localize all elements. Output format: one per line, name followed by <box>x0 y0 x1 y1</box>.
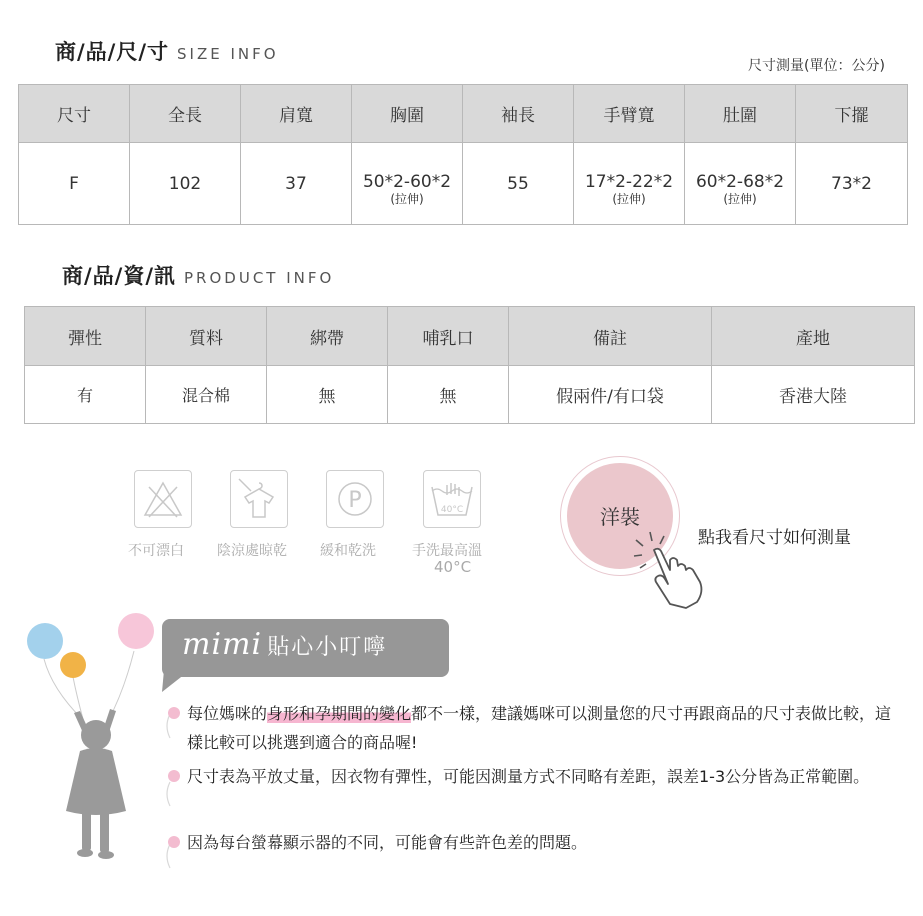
product-table <box>24 306 915 424</box>
size-section-title <box>55 36 279 66</box>
size-header-hem: 下擺 <box>796 85 908 143</box>
product-cell-origin: 香港大陸 <box>712 366 915 424</box>
dry-clean-symbol: P <box>348 488 362 513</box>
size-header-length: 全長 <box>130 85 241 143</box>
hand-wash-icon <box>423 470 481 528</box>
tips-heading-text: 貼心小叮嚀 <box>267 635 388 660</box>
size-cell-waist <box>685 143 796 225</box>
size-cell-arm <box>574 143 685 225</box>
blue-balloon <box>27 623 63 659</box>
waist-value: 60*2-68*2 <box>695 172 785 192</box>
size-cell-size <box>19 143 130 225</box>
sleeve-value: 55 <box>507 173 529 194</box>
product-section-title <box>62 260 334 290</box>
care-label-no-bleach: 不可漂白 <box>128 543 184 559</box>
tip-3-text: 因為每台螢幕顯示器的不同，可能會有些許色差的問題。 <box>187 833 588 852</box>
gentle-dry-clean-icon <box>326 470 384 528</box>
size-cell-hem <box>796 143 908 225</box>
tip-item-2 <box>187 762 902 791</box>
tip-item-1 <box>187 699 902 757</box>
product-header-row <box>25 307 915 366</box>
product-header-remarks: 備註 <box>509 307 712 366</box>
tip-1-highlight: 身形和孕期間的變化 <box>267 704 412 723</box>
waist-note: (拉伸) <box>723 192 757 206</box>
size-header-sleeve: 袖長 <box>463 85 574 143</box>
product-header-strap: 綁帶 <box>267 307 388 366</box>
size-cell-sleeve <box>463 143 574 225</box>
size-value: F <box>69 173 79 194</box>
care-label-hand-wash: 手洗最高溫 <box>412 543 482 559</box>
wash-temp-symbol: 40°C <box>440 505 464 515</box>
child-silhouette <box>66 709 126 859</box>
shoulder-value: 37 <box>285 173 307 194</box>
product-cell-material: 混合棉 <box>146 366 267 424</box>
product-data-row <box>25 366 915 424</box>
arm-note: (拉伸) <box>612 192 646 206</box>
product-header-origin: 產地 <box>712 307 915 366</box>
hem-value: 73*2 <box>831 173 872 194</box>
tip-2-text: 尺寸表為平放丈量，因衣物有彈性，可能因測量方式不同略有差距，誤差1-3公分皆為正常範圍。 <box>187 767 870 786</box>
size-header-row <box>19 85 908 143</box>
tips-heading-bubble <box>162 619 449 677</box>
length-value: 102 <box>168 173 202 194</box>
tips-connector <box>158 700 188 880</box>
tip-1-post: 都不一樣，建議媽咪可以測量您的尺寸再跟商品的尺寸表做比較，這樣比較可以挑選到適合的商品喔! <box>187 704 892 752</box>
size-header-arm: 手臂寬 <box>574 85 685 143</box>
tip-1-pre: 每位媽咪的 <box>187 704 268 723</box>
product-cell-elasticity: 有 <box>25 366 146 424</box>
product-cell-nursing: 無 <box>388 366 509 424</box>
product-subtitle: PRODUCT INFO <box>184 269 335 287</box>
size-data-row <box>19 143 908 225</box>
product-cell-remarks: 假兩件/有口袋 <box>509 366 712 424</box>
care-label-shade-dry: 陰涼處晾乾 <box>217 543 287 559</box>
size-subtitle: SIZE INFO <box>177 45 279 63</box>
chest-value: 50*2-60*2 <box>362 172 452 192</box>
brand-name: mimi <box>182 627 263 662</box>
size-cell-shoulder <box>241 143 352 225</box>
size-cell-chest <box>352 143 463 225</box>
tip-bullet-2 <box>168 770 180 782</box>
product-header-elasticity: 彈性 <box>25 307 146 366</box>
product-header-nursing: 哺乳口 <box>388 307 509 366</box>
product-cell-strap: 無 <box>267 366 388 424</box>
pink-balloon <box>118 613 154 649</box>
size-table <box>18 84 908 225</box>
tip-bullet-3 <box>168 836 180 848</box>
size-header-size: 尺寸 <box>19 85 130 143</box>
product-header-material: 質料 <box>146 307 267 366</box>
measure-circle-label: 洋裝 <box>600 505 640 529</box>
care-label-dry-clean: 緩和乾洗 <box>320 543 376 559</box>
no-bleach-icon <box>134 470 192 528</box>
bubble-tail <box>162 670 192 694</box>
size-header-shoulder: 肩寬 <box>241 85 352 143</box>
tip-bullet-1 <box>168 707 180 719</box>
size-header-chest: 胸圍 <box>352 85 463 143</box>
care-label-hand-wash-temp: 40°C <box>434 558 472 576</box>
measure-guide-link[interactable]: 點我看尺寸如何測量 <box>698 528 851 548</box>
size-cell-length <box>130 143 241 225</box>
unit-note: 尺寸測量(單位：公分) <box>748 58 885 74</box>
arm-value: 17*2-22*2 <box>584 172 674 192</box>
tips-heading <box>182 627 387 662</box>
orange-balloon <box>60 652 86 678</box>
child-balloons-illustration <box>20 605 170 885</box>
product-title-text: 商/品/資/訊 <box>62 264 177 288</box>
chest-note: (拉伸) <box>390 192 424 206</box>
size-title-text: 商/品/尺/寸 <box>55 40 170 64</box>
size-header-waist: 肚圍 <box>685 85 796 143</box>
shade-dry-icon <box>230 470 288 528</box>
tip-item-3 <box>187 828 902 857</box>
